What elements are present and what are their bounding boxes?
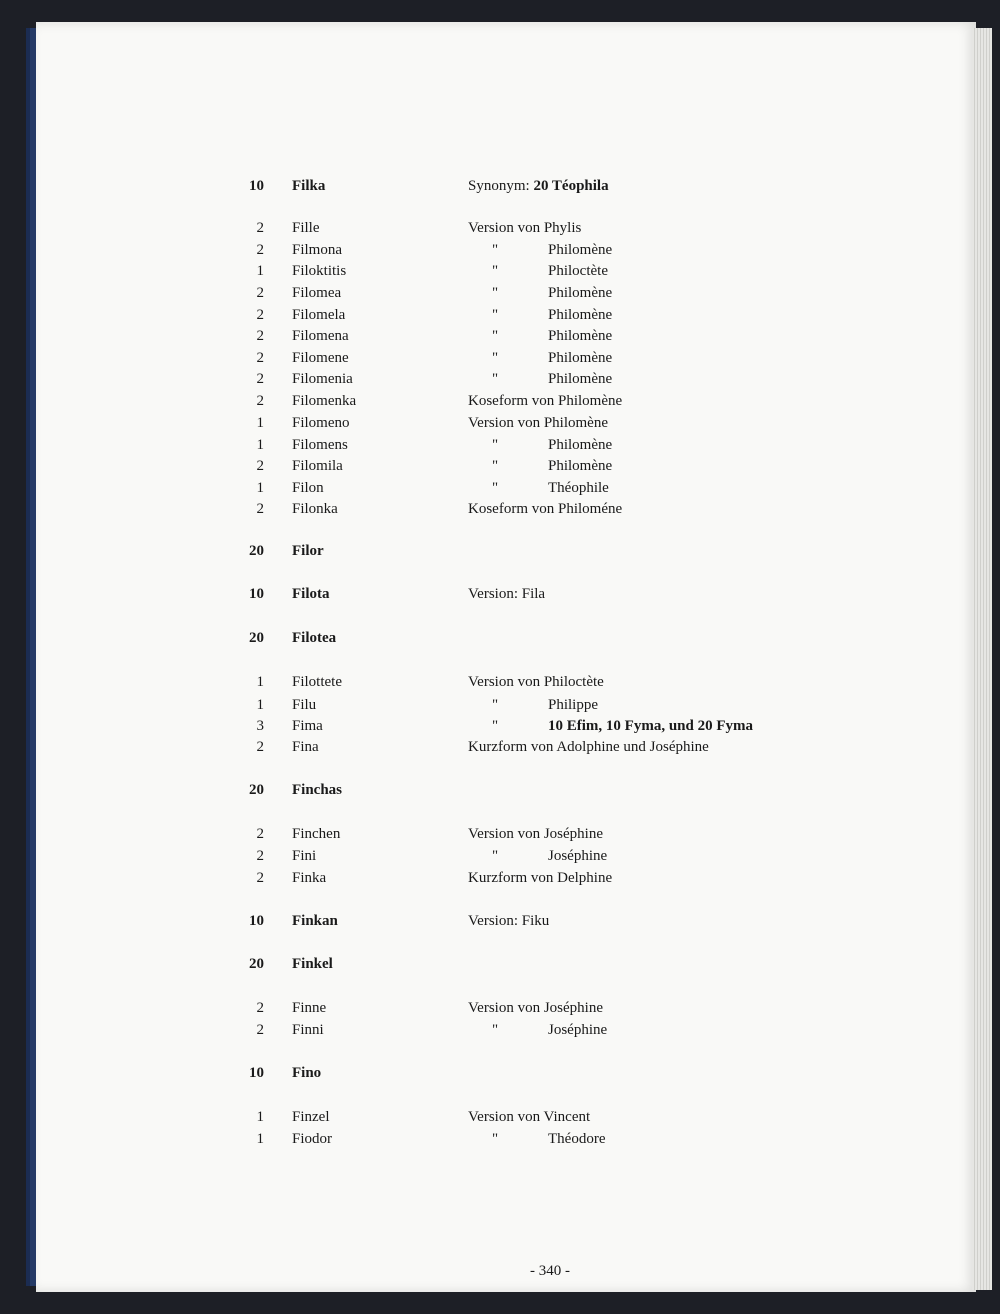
description-text: Philomène bbox=[548, 350, 613, 366]
name-frequency: 10 bbox=[249, 178, 264, 194]
list-item bbox=[0, 239, 1000, 261]
ditto-mark: " bbox=[492, 263, 499, 279]
name-entry: Fiodor bbox=[292, 1131, 333, 1147]
description-text: Philomène bbox=[548, 242, 613, 258]
name-entry: Filomea bbox=[292, 285, 342, 301]
name-frequency: 2 bbox=[256, 350, 264, 366]
description-reference: 20 Téophila bbox=[533, 178, 609, 194]
name-description bbox=[468, 1019, 788, 1041]
name-description bbox=[468, 347, 788, 369]
list-item bbox=[0, 347, 1000, 369]
description-text: Version von Philoctète bbox=[468, 674, 604, 690]
ditto-mark: " bbox=[492, 437, 499, 453]
list-item bbox=[0, 304, 1000, 326]
name-entry: Filomenia bbox=[292, 371, 353, 387]
name-description bbox=[468, 390, 788, 412]
description-text: Joséphine bbox=[548, 1022, 608, 1038]
name-entry: Filottete bbox=[292, 674, 342, 690]
name-entry: Fini bbox=[292, 848, 317, 864]
list-item bbox=[0, 260, 1000, 282]
description-text: Version: Fila bbox=[468, 586, 546, 602]
description-text: Philomène bbox=[548, 328, 613, 344]
name-description bbox=[468, 217, 788, 239]
name-frequency: 2 bbox=[256, 242, 264, 258]
description-text: Synonym: bbox=[468, 178, 534, 194]
list-item bbox=[0, 910, 1000, 932]
description-text: Version: Fiku bbox=[468, 913, 550, 929]
name-entry: Filomens bbox=[292, 437, 348, 453]
description-text: Koseform von Philomène bbox=[468, 393, 623, 409]
list-item bbox=[0, 540, 1000, 562]
list-item bbox=[0, 1106, 1000, 1128]
description-text: Philomène bbox=[548, 437, 613, 453]
name-description bbox=[468, 845, 788, 867]
name-entry: Finkel bbox=[292, 956, 333, 972]
description-text: Version von Philomène bbox=[468, 415, 608, 431]
list-item bbox=[0, 823, 1000, 845]
name-description bbox=[468, 1106, 788, 1128]
name-entry: Finkan bbox=[292, 913, 338, 929]
name-entry: Filoktitis bbox=[292, 263, 347, 279]
list-item bbox=[0, 694, 1000, 716]
list-item bbox=[0, 627, 1000, 649]
ditto-mark: " bbox=[492, 1131, 499, 1147]
name-frequency: 2 bbox=[256, 870, 264, 886]
list-item bbox=[0, 736, 1000, 758]
description-text: Philippe bbox=[548, 697, 599, 713]
name-frequency: 2 bbox=[256, 739, 264, 755]
name-entry: Finzel bbox=[292, 1109, 330, 1125]
list-item bbox=[0, 997, 1000, 1019]
list-item bbox=[0, 282, 1000, 304]
name-description bbox=[468, 867, 788, 889]
name-entry: Filotea bbox=[292, 630, 337, 646]
list-item bbox=[0, 390, 1000, 412]
name-frequency: 20 bbox=[249, 782, 264, 798]
name-description bbox=[468, 671, 788, 693]
description-reference: 10 Efim, 10 Fyma, und 20 Fyma bbox=[548, 718, 754, 734]
name-description bbox=[468, 715, 788, 737]
name-frequency: 2 bbox=[256, 285, 264, 301]
name-description bbox=[468, 477, 788, 499]
name-entry: Finne bbox=[292, 1000, 327, 1016]
list-item bbox=[0, 867, 1000, 889]
name-frequency: 2 bbox=[256, 393, 264, 409]
name-frequency: 3 bbox=[256, 718, 264, 734]
name-description bbox=[468, 823, 788, 845]
name-frequency: 2 bbox=[256, 220, 264, 236]
list-item bbox=[0, 715, 1000, 737]
ditto-mark: " bbox=[492, 458, 499, 474]
name-entry: Finka bbox=[292, 870, 327, 886]
name-frequency: 20 bbox=[249, 956, 264, 972]
name-entry: Filomila bbox=[292, 458, 343, 474]
description-text: Théodore bbox=[548, 1131, 606, 1147]
description-text: Version von Phylis bbox=[468, 220, 582, 236]
name-frequency: 20 bbox=[249, 543, 264, 559]
list-item bbox=[0, 325, 1000, 347]
name-frequency: 2 bbox=[256, 501, 264, 517]
name-entry: Filonka bbox=[292, 501, 338, 517]
description-text: Joséphine bbox=[548, 848, 608, 864]
name-description bbox=[468, 260, 788, 282]
name-frequency: 1 bbox=[256, 263, 264, 279]
list-item bbox=[0, 583, 1000, 605]
name-entry: Filka bbox=[292, 178, 326, 194]
name-frequency: 2 bbox=[256, 826, 264, 842]
name-frequency: 20 bbox=[249, 630, 264, 646]
list-item bbox=[0, 455, 1000, 477]
list-item bbox=[0, 779, 1000, 801]
description-text: Philomène bbox=[548, 458, 613, 474]
name-frequency: 10 bbox=[249, 913, 264, 929]
name-frequency: 2 bbox=[256, 307, 264, 323]
list-item bbox=[0, 498, 1000, 520]
name-description bbox=[468, 175, 788, 197]
name-description bbox=[468, 694, 788, 716]
name-frequency: 1 bbox=[256, 674, 264, 690]
name-entry: Filu bbox=[292, 697, 317, 713]
name-description bbox=[468, 736, 788, 758]
ditto-mark: " bbox=[492, 371, 499, 387]
ditto-mark: " bbox=[492, 697, 499, 713]
list-item bbox=[0, 845, 1000, 867]
ditto-mark: " bbox=[492, 350, 499, 366]
description-text: Philoctète bbox=[548, 263, 608, 279]
description-text: Philomène bbox=[548, 371, 613, 387]
page-number: - 340 - bbox=[530, 1263, 570, 1279]
name-description bbox=[468, 239, 788, 261]
description-text: Philomène bbox=[548, 307, 613, 323]
description-text: Version von Joséphine bbox=[468, 826, 603, 842]
list-item bbox=[0, 368, 1000, 390]
name-frequency: 2 bbox=[256, 1000, 264, 1016]
name-frequency: 1 bbox=[256, 697, 264, 713]
name-description bbox=[468, 368, 788, 390]
name-entry: Filomene bbox=[292, 350, 349, 366]
name-entry: Fille bbox=[292, 220, 320, 236]
name-frequency: 10 bbox=[249, 1065, 264, 1081]
ditto-mark: " bbox=[492, 718, 499, 734]
name-description bbox=[468, 304, 788, 326]
name-frequency: 1 bbox=[256, 1109, 264, 1125]
name-description bbox=[468, 282, 788, 304]
name-entry: Fima bbox=[292, 718, 323, 734]
ditto-mark: " bbox=[492, 242, 499, 258]
name-entry: Filor bbox=[292, 543, 324, 559]
list-item bbox=[0, 1062, 1000, 1084]
name-entry: Filmona bbox=[292, 242, 343, 258]
ditto-mark: " bbox=[492, 307, 499, 323]
ditto-mark: " bbox=[492, 848, 499, 864]
ditto-mark: " bbox=[492, 1022, 499, 1038]
ditto-mark: " bbox=[492, 328, 499, 344]
list-item bbox=[0, 217, 1000, 239]
name-description bbox=[468, 910, 788, 932]
name-frequency: 2 bbox=[256, 458, 264, 474]
name-frequency: 1 bbox=[256, 437, 264, 453]
name-description bbox=[468, 455, 788, 477]
list-item bbox=[0, 412, 1000, 434]
name-entry: Filon bbox=[292, 480, 324, 496]
name-entry: Finchas bbox=[292, 782, 343, 798]
name-description bbox=[468, 583, 788, 605]
name-entry: Filomeno bbox=[292, 415, 350, 431]
name-frequency: 2 bbox=[256, 848, 264, 864]
name-entry: Filomena bbox=[292, 328, 349, 344]
description-text: Kurzform von Adolphine und Joséphine bbox=[468, 739, 709, 755]
ditto-mark: " bbox=[492, 285, 499, 301]
name-entry: Fina bbox=[292, 739, 319, 755]
name-frequency: 2 bbox=[256, 328, 264, 344]
description-text: Version von Vincent bbox=[468, 1109, 591, 1125]
list-item bbox=[0, 434, 1000, 456]
name-description bbox=[468, 498, 788, 520]
name-frequency: 2 bbox=[256, 1022, 264, 1038]
list-item bbox=[0, 671, 1000, 693]
name-entry: Filomenka bbox=[292, 393, 357, 409]
list-item bbox=[0, 1128, 1000, 1150]
name-entry: Finchen bbox=[292, 826, 341, 842]
description-text: Kurzform von Delphine bbox=[468, 870, 613, 886]
ditto-mark: " bbox=[492, 480, 499, 496]
list-item bbox=[0, 477, 1000, 499]
name-frequency: 1 bbox=[256, 415, 264, 431]
name-description bbox=[468, 434, 788, 456]
name-description bbox=[468, 997, 788, 1019]
list-item bbox=[0, 175, 1000, 197]
name-frequency: 10 bbox=[249, 586, 264, 602]
description-text: Théophile bbox=[548, 480, 609, 496]
name-frequency: 1 bbox=[256, 1131, 264, 1147]
name-description bbox=[468, 412, 788, 434]
description-text: Version von Joséphine bbox=[468, 1000, 603, 1016]
name-description bbox=[468, 1128, 788, 1150]
name-entry: Finni bbox=[292, 1022, 324, 1038]
name-entry: Filomela bbox=[292, 307, 346, 323]
name-entry: Fino bbox=[292, 1065, 322, 1081]
description-text: Koseform von Philoméne bbox=[468, 501, 623, 517]
name-frequency: 1 bbox=[256, 480, 264, 496]
list-item bbox=[0, 1019, 1000, 1041]
name-description bbox=[468, 325, 788, 347]
description-text: Philomène bbox=[548, 285, 613, 301]
list-item bbox=[0, 953, 1000, 975]
name-entry: Filota bbox=[292, 586, 330, 602]
name-frequency: 2 bbox=[256, 371, 264, 387]
